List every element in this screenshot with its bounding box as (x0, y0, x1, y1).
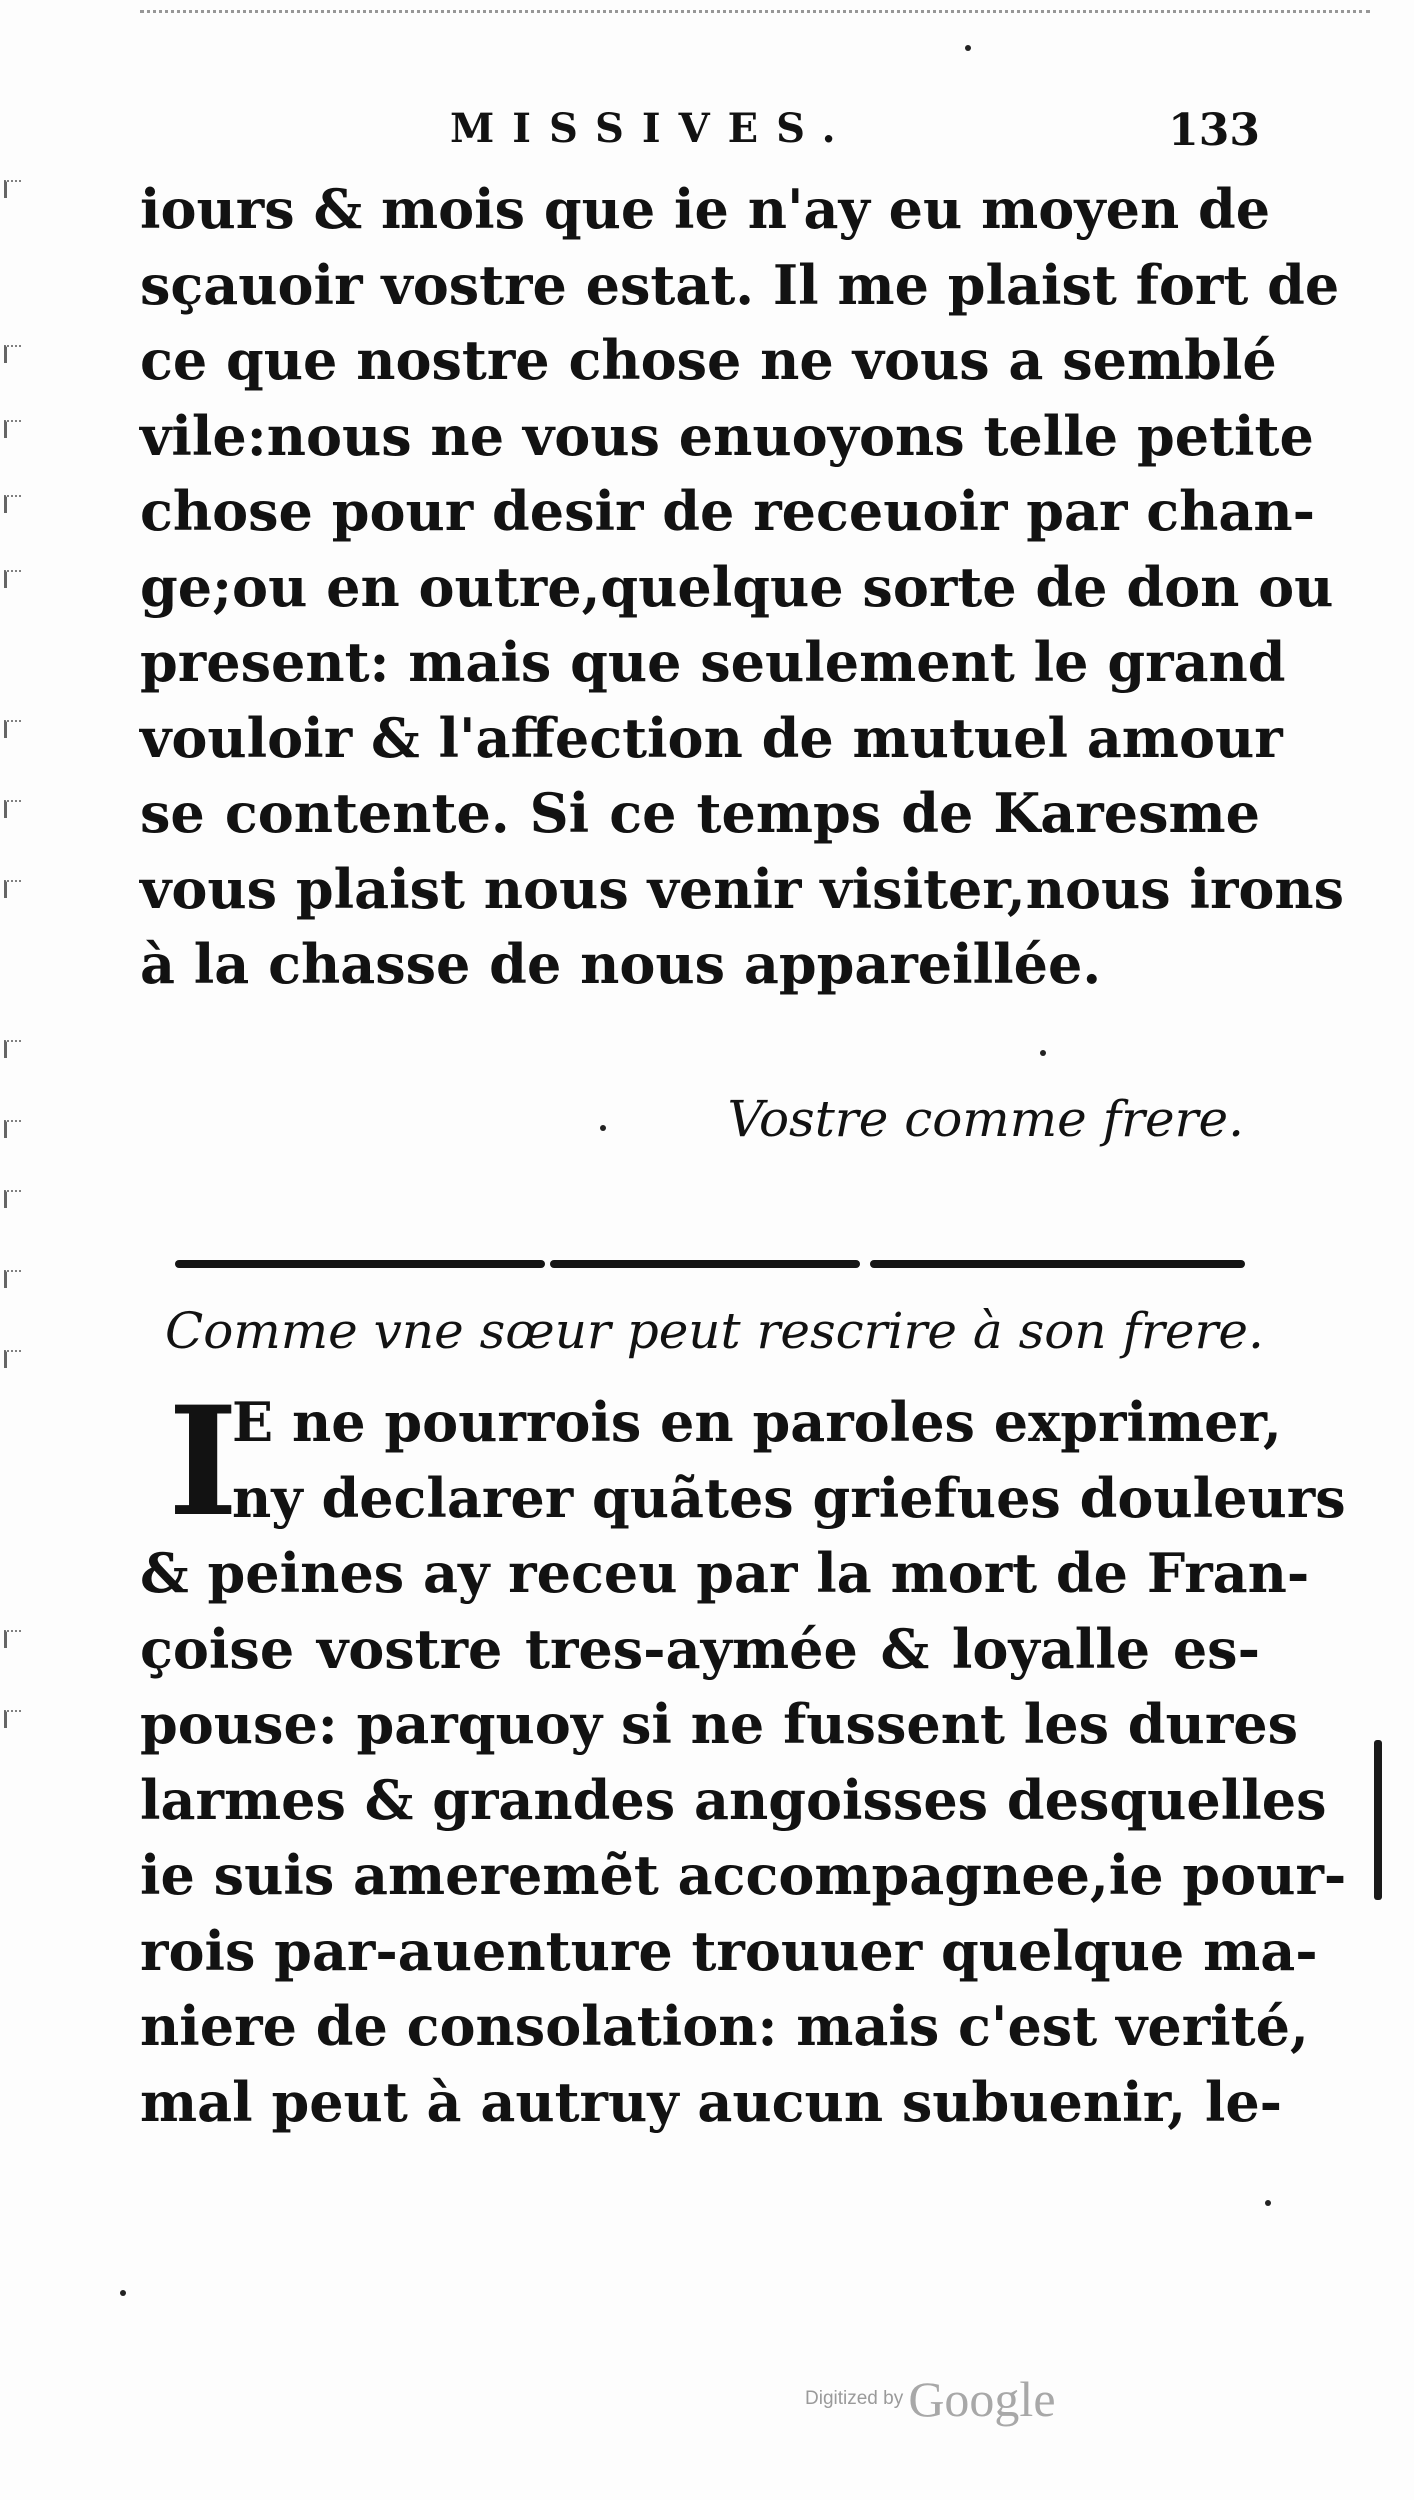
letter-signature: Vostre comme frere. (727, 1090, 1244, 1148)
drop-cap: I (168, 1374, 239, 1550)
text-line: larmes & grandes angoisses desquelles (140, 1767, 1327, 1832)
margin-mark (4, 800, 21, 818)
margin-mark (4, 720, 21, 738)
margin-mark (4, 1350, 21, 1368)
text-line: iours & mois que ie n'ay eu moyen de (140, 177, 1271, 241)
watermark-small-text: Digitized by (805, 2388, 904, 2409)
text-line: pouse: parquoy si ne fussent les dures (140, 1692, 1299, 1756)
text-line: mal peut à autruy aucun subuenir, le- (140, 2069, 1283, 2134)
text-line: ny declarer quãtes griefues douleurs (232, 1465, 1346, 1530)
text-line: ge;ou en outre,quelque sorte de don ou (140, 554, 1334, 619)
margin-mark (4, 570, 21, 588)
text-line: vile:nous ne vous enuoyons telle petite (140, 403, 1314, 468)
text-line: ie suis ameremẽt accompagnee,ie pour- (140, 1843, 1347, 1907)
google-logo: Google (908, 2371, 1056, 2427)
section-divider-rule (175, 1258, 1245, 1272)
text-line: vous plaist nous venir visiter,nous irons (140, 856, 1345, 921)
ink-speck (1040, 1050, 1046, 1056)
rule-segment (550, 1260, 860, 1268)
left-margin-bleed (0, 180, 26, 1780)
margin-mark (4, 1120, 21, 1138)
text-line: rois par-auenture trouuer quelque ma- (140, 1918, 1318, 1983)
text-line: çoise vostre tres-aymée & loyalle es- (140, 1616, 1260, 1681)
ink-speck (120, 2290, 126, 2296)
letter-body-1 (140, 172, 1345, 1003)
text-line: present: mais que seulement le grand (140, 630, 1286, 694)
text-line: chose pour desir de receuoir par chan- (140, 479, 1316, 543)
right-margin-bar (1374, 1740, 1382, 1900)
margin-mark (4, 1270, 21, 1288)
page-header (140, 105, 1260, 165)
text-line: se contente. Si ce temps de Karesme (140, 781, 1260, 845)
margin-mark (4, 1190, 21, 1208)
text-line: vouloir & l'affection de mutuel amour (140, 705, 1283, 770)
digitized-watermark (805, 2370, 1056, 2428)
ink-speck (1265, 2200, 1271, 2206)
margin-mark (4, 1040, 21, 1058)
text-line: à la chasse de nous appareillée. (140, 932, 1102, 996)
ink-speck (600, 1125, 606, 1131)
margin-mark (4, 1710, 21, 1728)
text-line: sçauoir vostre estat. Il me plaist fort de (140, 252, 1340, 317)
margin-mark (4, 180, 21, 198)
text-line: & peines ay receu par la mort de Fran- (140, 1541, 1310, 1605)
page-number: 133 (1168, 105, 1260, 156)
margin-mark (4, 1630, 21, 1648)
text-line: niere de consolation: mais c'est verité, (140, 1994, 1309, 2058)
page-top-edge (140, 0, 1370, 13)
margin-mark (4, 880, 21, 898)
running-head: MISSIVES. (450, 105, 854, 152)
letter-body-2 (140, 1374, 1347, 2140)
rule-segment (870, 1260, 1245, 1268)
rule-segment (175, 1260, 545, 1268)
margin-mark (4, 495, 21, 513)
margin-mark (4, 345, 21, 363)
text-line: ce que nostre chose ne vous a semblé (140, 328, 1277, 392)
margin-mark (4, 420, 21, 438)
text-line: E ne pourrois en paroles exprimer, (232, 1390, 1282, 1454)
ink-speck (965, 45, 971, 51)
section-title: Comme vne sœur peut rescrire à son frere. (165, 1302, 1264, 1360)
